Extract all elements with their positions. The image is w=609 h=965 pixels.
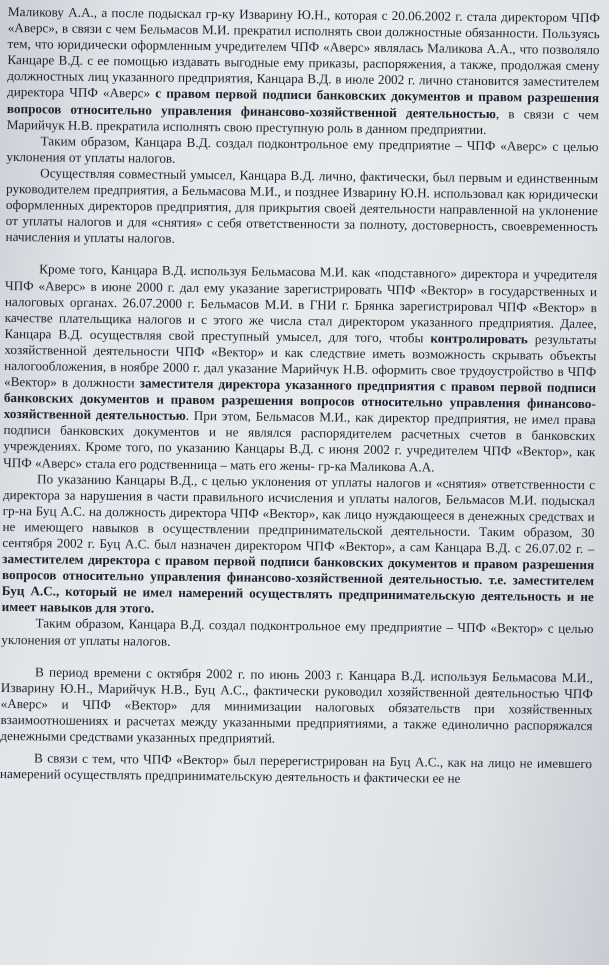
paragraph-text: . При этом, Бельмасов М.И., как директор предприятия, не имел права подписи банковских документов и не являлся распорядителем расчетных счетов в банковских учреждениях. Кроме того, по указанию Канцары В.Д. с июня 2002 г. учредителем ЧПФ «Вектор», как ЧПФ «Аверс» стала его родственница – мать его жены- гр-ка Маликова А.А. bbox=[3, 408, 596, 475]
paragraph bbox=[7, 4, 600, 139]
paragraph-text: В связи с тем, что ЧПФ «Вектор» был перерегистрирован на Буц А.С., как на лицо не имевшего намерений осуществлять предпринимательскую деятельность и фактически ее не bbox=[0, 750, 593, 786]
bold-text: контролировать bbox=[430, 330, 528, 347]
paragraph-text: результаты хозяйственной деятельности ЧПФ «Вектор» и как следствие иметь возможность скрывать объекты налогообложения, в ноябре 2000 г. дал указание Марийчук Н.В. оформить свое трудоустройство в ЧПФ «Вектор» в должности bbox=[3, 331, 597, 391]
paragraph bbox=[2, 471, 595, 622]
paragraph-text: Таким образом, Канцара В.Д. создал подконтрольное ему предприятие – ЧПФ «Вектор» с целью уклонения от уплаты налогов. bbox=[1, 615, 594, 649]
paragraph bbox=[0, 750, 592, 788]
paragraph-text: В период времени с октября 2002 г. по июнь 2003 г. Канцара В.Д. используя Бельмасова М.И., Изварину Ю.Н., Марийчук Н.В., Буц А.С., фактически руководил хозяйственной деятельностью ЧПФ «Аверс» и ЧПФ «Вектор» для минимизации налоговых обязательств при хозяйственных взаимоотношениях и расчетах между указанными предприятиями, а также единолично распоряжался денежными средствами указанных предприятий. bbox=[0, 663, 594, 746]
paragraph-text: , в связи с чем Марийчук Н.В. прекратила исполнять свою преступную роль в данном предприятии. bbox=[6, 105, 599, 137]
paragraph bbox=[3, 261, 597, 476]
bold-text: заместителя директора указанного предприятия с правом первой подписи банковских документов и правом разрешения вопросов относительно управления финансово-хозяйственной деятельностью bbox=[3, 375, 597, 424]
paragraph-text: По указанию Канцары В.Д., с целью уклонения от уплаты налогов и «снятия» ответственности с директора за нарушения в части правильного исчисления и уплаты налогов, Бельмасов М.И. подыскал гр-на Буц А.С. на должность директора ЧПФ «Вектор», как лицо нуждающееся в денежных средствах и не имеющего навыков в осуществлении предпринимательской деятельности. Таким образом, 30 сентября 2002 г. Буц А.С. был назначен директором ЧПФ «Вектор», а сам Канцара В.Д. с 26.07.02 г. – bbox=[2, 470, 596, 557]
paragraph-text: Осуществляя совместный умысел, Канцара В.Д. лично, фактически, был первым и единственным руководителем предприятия, а Бельмасова М.И., и позднее Изварину Ю.Н. использовал как юридически оформленных директоров предприятия, для прикрытия своей деятельности направленной на уклонение от уплаты налогов и для «снятия» с себя ответственности за полноту, достоверность, своевременность начисления и уплаты налогов. bbox=[5, 165, 599, 247]
document-text bbox=[0, 4, 600, 788]
paragraph bbox=[5, 165, 598, 252]
paragraph bbox=[1, 615, 593, 653]
paragraph bbox=[0, 664, 593, 751]
paragraph-text: Кроме того, Канцара В.Д. используя Бельмасова М.И. как «подставного» директора и учредителя ЧПФ «Аверс» в июне 2000 г. дал ему указание зарегистрировать ЧПФ «Вектор» в государственных и налоговых органах. 26.07.2000 г. Бельмасов М.И. в ГНИ г. Брянка зарегистрировал ЧПФ «Вектор» в качестве плательщика налогов и с этого же числа стал директором указанного предприятия. Далее, Канцара В.Д. осуществляя свой преступный умысел, для того, чтобы bbox=[4, 261, 598, 346]
bold-text: заместителем директора с правом первой подписи банковских документов и правом разрешения вопросов относительно управления финансово-хозяйственной деятельностью. т.е. заместителем Буц А.С., который не имел намерений осуществлять предпринимательскую деятельность и не имеет навыков для этого. bbox=[1, 551, 595, 616]
bold-text: с правом первой подписи банковских документов и правом разрешения вопросов относительно управления финансово-хозяйственной деятельностью bbox=[6, 86, 600, 121]
paragraph-text: Таким образом, Канцара В.Д. создал подконтрольное ему предприятие – ЧПФ «Аверс» с целью уклонения от уплаты налогов. bbox=[6, 133, 599, 166]
paragraph-text: Маликову А.А., а после подыскал гр-ку Изварину Ю.Н., которая с 20.06.2002 г. стала директором ЧПФ «Аверс», в связи с чем Бельмасов М.И. прекратил исполнять свои должностные обязанности. Пользуясь тем, что юридически оформленным учредителем ЧПФ «Аверс» являлась Маликова А.А., что позволяло Канцаре В.Д. с ее помощью издавать выгодные ему приказы, распоряжения, а также, продолжая смену должностных лиц указанного предприятия, Канцара В.Д. в июле 2002 г. лично становится заместителем директора ЧПФ «Аверс» bbox=[7, 4, 600, 102]
